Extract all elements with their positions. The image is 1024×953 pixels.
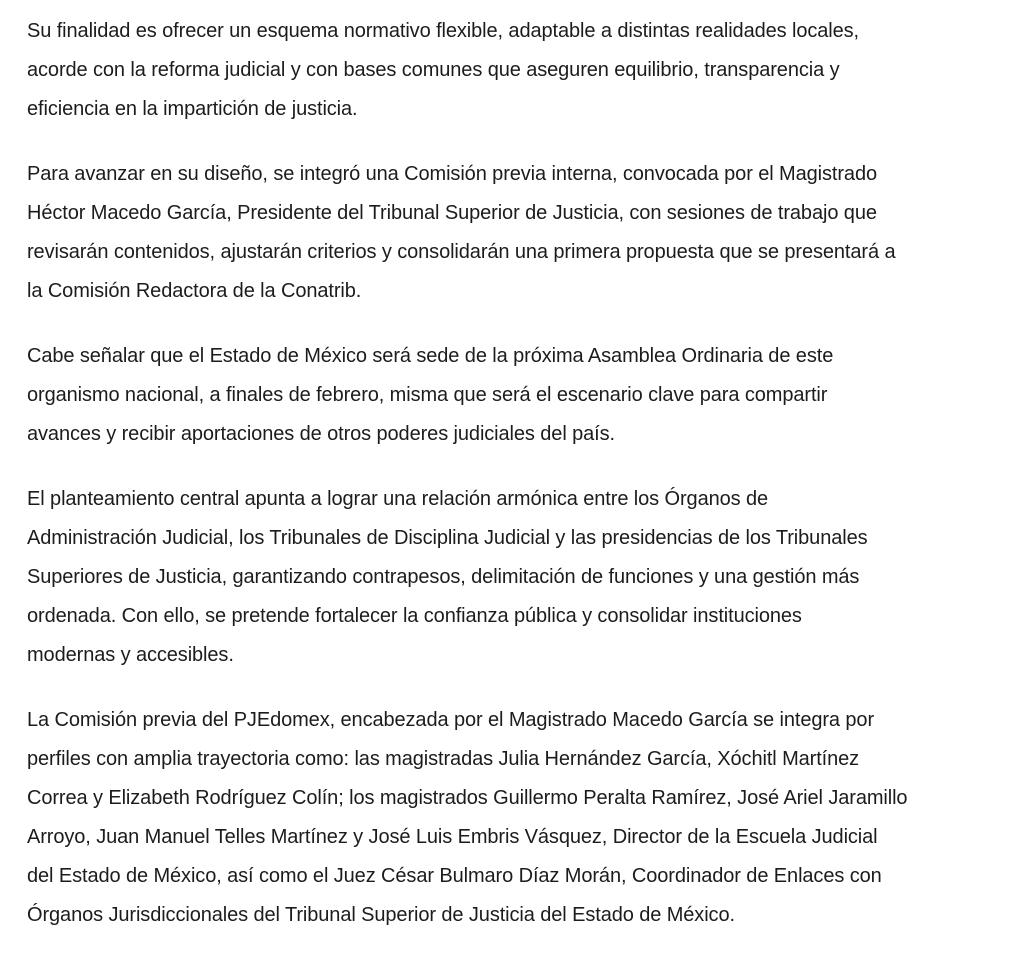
paragraph-finalidad bbox=[27, 12, 999, 129]
text-line: organismo nacional, a finales de febrero, misma que será el escenario clave para compartir bbox=[27, 384, 828, 406]
text-line: Su finalidad es ofrecer un esquema normativo flexible, adaptable a distintas realidades locales, bbox=[27, 20, 860, 42]
text-line: El planteamiento central apunta a lograr una relación armónica entre los Órganos de bbox=[27, 488, 769, 510]
text-line: Héctor Macedo García, Presidente del Tribunal Superior de Justicia, con sesiones de trabajo que bbox=[27, 202, 877, 224]
text-line: ordenada. Con ello, se pretende fortalecer la confianza pública y consolidar instituciones bbox=[27, 605, 802, 627]
text-line: perfiles con amplia trayectoria como: las magistradas Julia Hernández García, Xóchitl Martínez bbox=[27, 748, 860, 770]
text-line: revisarán contenidos, ajustarán criterios y consolidarán una primera propuesta que se presentará a bbox=[27, 241, 896, 263]
paragraph-sede-asamblea bbox=[27, 337, 999, 454]
text-line: eficiencia en la impartición de justicia. bbox=[27, 98, 358, 120]
text-line: Correa y Elizabeth Rodríguez Colín; los magistrados Guillermo Peralta Ramírez, José Ariel Jaramillo bbox=[27, 787, 908, 809]
text-line: Órganos Jurisdiccionales del Tribunal Superior de Justicia del Estado de México. bbox=[27, 904, 735, 926]
paragraph-comision-previa bbox=[27, 155, 999, 311]
text-line: acorde con la reforma judicial y con bases comunes que aseguren equilibrio, transparencia y bbox=[27, 59, 840, 81]
paragraph-integrantes bbox=[27, 701, 999, 935]
text-line: modernas y accesibles. bbox=[27, 644, 234, 666]
text-line: Arroyo, Juan Manuel Telles Martínez y José Luis Embris Vásquez, Director de la Escuela Judicial bbox=[27, 826, 878, 848]
article-body bbox=[27, 12, 999, 935]
text-line: del Estado de México, así como el Juez César Bulmaro Díaz Morán, Coordinador de Enlaces con bbox=[27, 865, 882, 887]
text-line: Cabe señalar que el Estado de México será sede de la próxima Asamblea Ordinaria de este bbox=[27, 345, 834, 367]
text-line: Para avanzar en su diseño, se integró una Comisión previa interna, convocada por el Magistrado bbox=[27, 163, 877, 185]
text-line: la Comisión Redactora de la Conatrib. bbox=[27, 280, 362, 302]
text-line: avances y recibir aportaciones de otros poderes judiciales del país. bbox=[27, 423, 615, 445]
text-line: Administración Judicial, los Tribunales de Disciplina Judicial y las presidencias de los Tribunales bbox=[27, 527, 868, 549]
paragraph-planteamiento bbox=[27, 480, 999, 675]
text-line: Superiores de Justicia, garantizando contrapesos, delimitación de funciones y una gestión más bbox=[27, 566, 860, 588]
text-line: La Comisión previa del PJEdomex, encabezada por el Magistrado Macedo García se integra por bbox=[27, 709, 875, 731]
